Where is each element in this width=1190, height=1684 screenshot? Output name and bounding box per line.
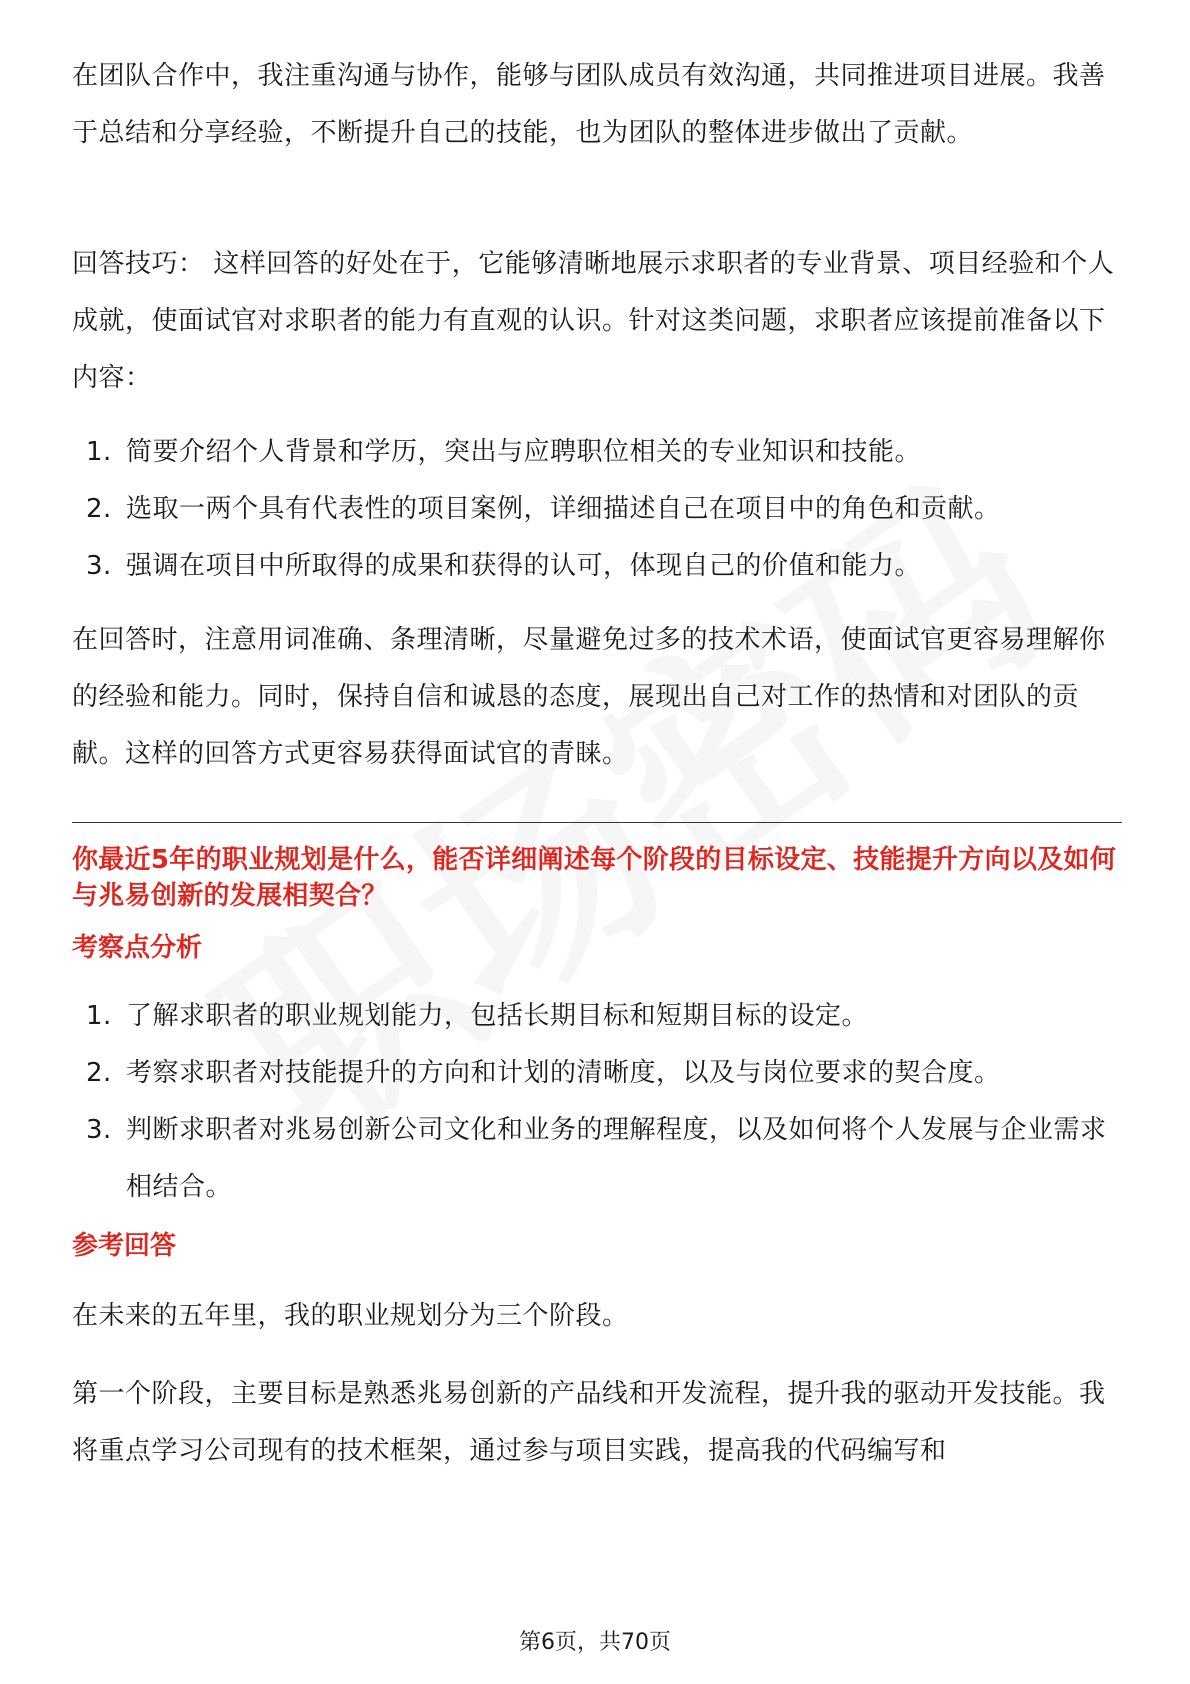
list-item: 3. 强调在项目中所取得的成果和获得的认可，体现自己的价值和能力。 xyxy=(86,551,922,581)
paragraph-answer-tips: 回答技巧： 这样回答的好处在于，它能够清晰地展示求职者的专业背景、项目经验和个人成就，使面试官对求职者的能力有直观的认识。针对这类问题，求职者应该提前准备以下内容： xyxy=(72,249,1115,393)
analysis-list xyxy=(72,988,1122,1216)
paragraph-teamwork: 在团队合作中，我注重沟通与协作，能够与团队成员有效沟通，共同推进项目进展。我善于总结和分享经验，不断提升自己的技能，也为团队的整体进步做出了贡献。 xyxy=(72,61,1106,148)
list-item: 2. 选取一两个具有代表性的项目案例，详细描述自己在项目中的角色和贡献。 xyxy=(86,494,1001,524)
list-item: 3. 判断求职者对兆易创新公司文化和业务的理解程度，以及如何将个人发展与企业需求相结合。 xyxy=(86,1115,1107,1202)
paragraph-answer-advice: 在回答时，注意用词准确、条理清晰，尽量避免过多的技术术语，使面试官更容易理解你的经验和能力。同时，保持自信和诚恳的态度，展现出自己对工作的热情和对团队的贡献。这样的回答方式更容易获得面试官的青睐。 xyxy=(72,625,1106,769)
section-divider xyxy=(72,822,1122,823)
answer-paragraph-intro: 在未来的五年里，我的职业规划分为三个阶段。 xyxy=(72,1301,629,1331)
tips-list xyxy=(72,424,1122,595)
question-title: 你最近5年的职业规划是什么，能否详细阐述每个阶段的目标设定、技能提升方向以及如何与兆易创新的发展相契合？ xyxy=(72,845,1117,911)
answer-paragraph-stage-one: 第一个阶段，主要目标是熟悉兆易创新的产品线和开发流程，提升我的驱动开发技能。我将重点学习公司现有的技术框架，通过参与项目实践，提高我的代码编写和 xyxy=(72,1379,1106,1466)
list-item: 1. 简要介绍个人背景和学历，突出与应聘职位相关的专业知识和技能。 xyxy=(86,437,922,467)
list-item: 2. 考察求职者对技能提升的方向和计划的清晰度，以及与岗位要求的契合度。 xyxy=(86,1058,1001,1088)
page-number: 第6页，共70页 xyxy=(519,1630,671,1655)
answer-heading: 参考回答 xyxy=(72,1231,177,1261)
analysis-heading: 考察点分析 xyxy=(72,933,203,963)
document-page xyxy=(72,0,1122,1684)
list-item: 1. 了解求职者的职业规划能力，包括长期目标和短期目标的设定。 xyxy=(86,1001,869,1031)
